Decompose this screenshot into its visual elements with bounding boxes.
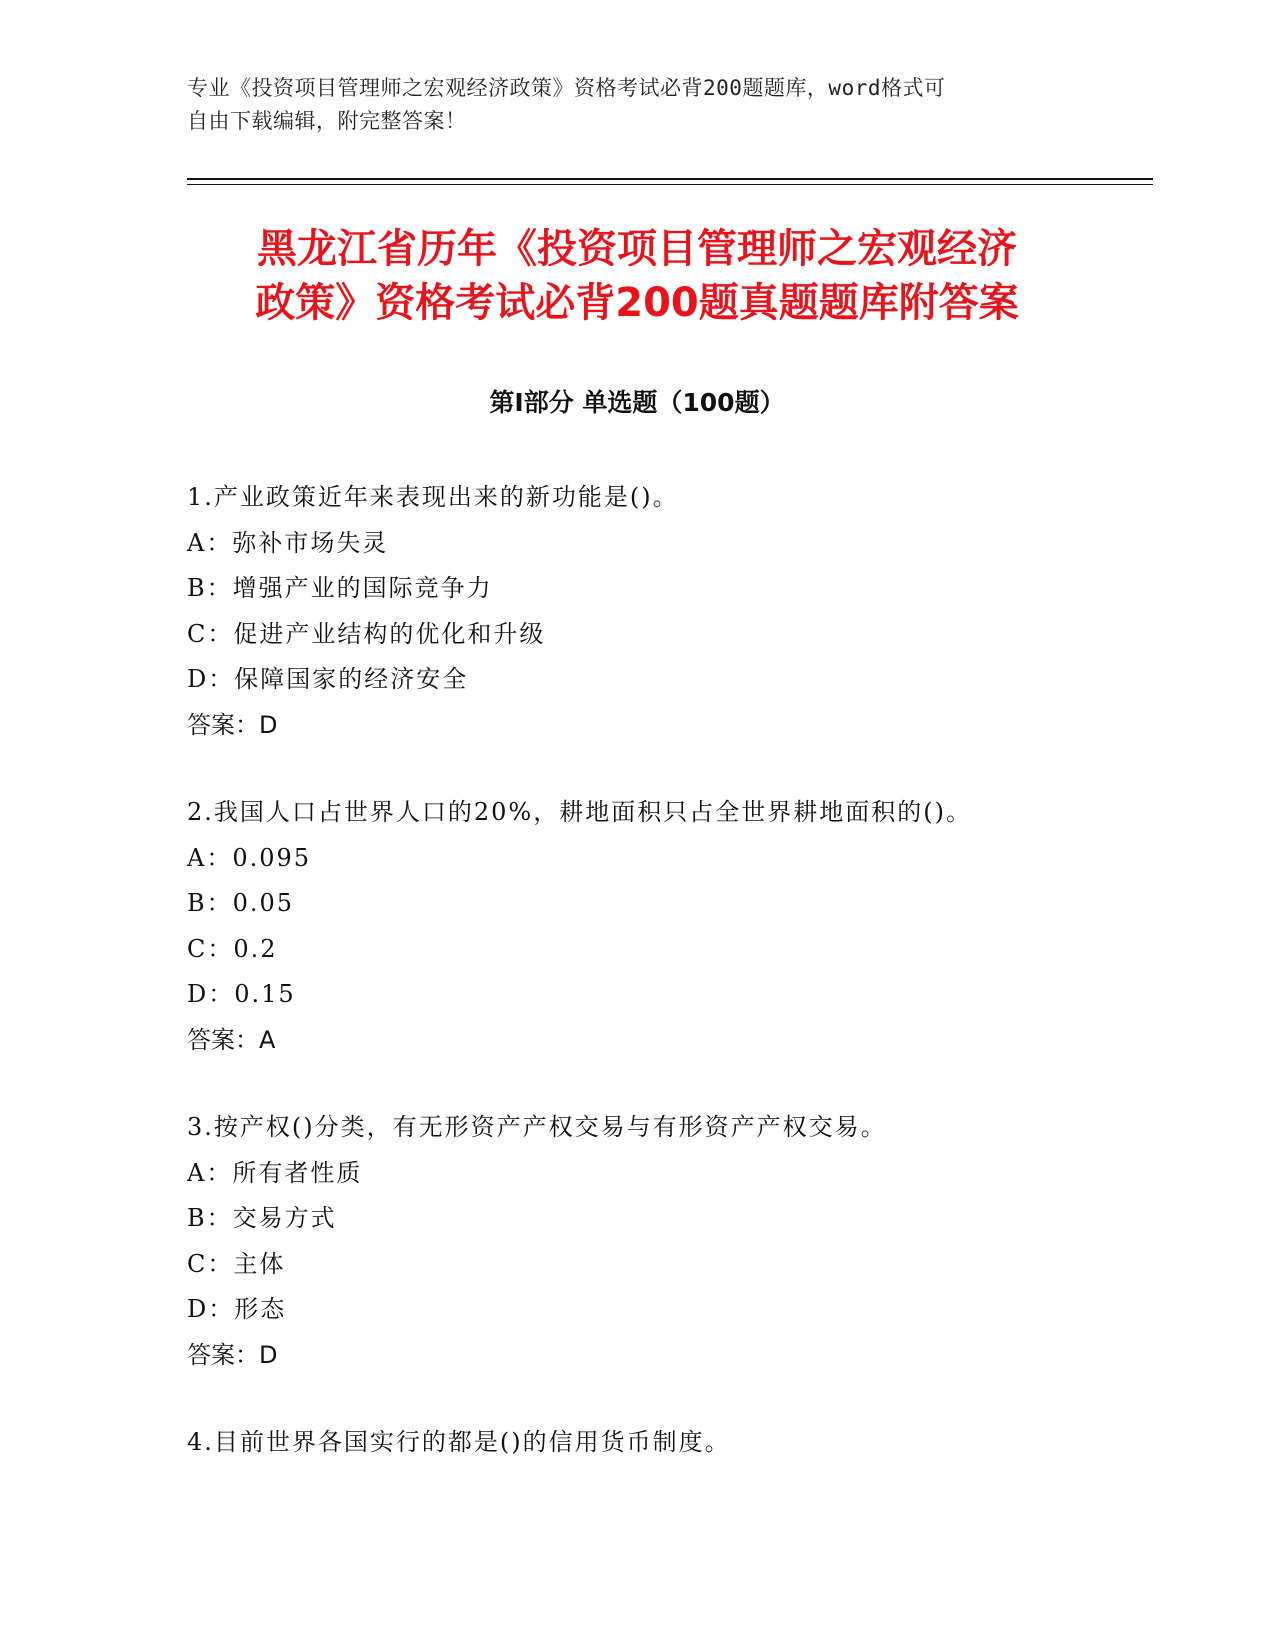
question-stem: 1.产业政策近年来表现出来的新功能是()。 <box>187 483 679 511</box>
question-stem: 4.目前世界各国实行的都是()的信用货币制度。 <box>187 1428 731 1456</box>
header-note-line-1: 专业《投资项目管理师之宏观经济政策》资格考试必背200题题库，word格式可 <box>187 76 946 100</box>
option-c: C：促进产业结构的优化和升级 <box>187 619 546 648</box>
question-4 <box>187 1420 1153 1466</box>
question-3 <box>187 1105 1153 1378</box>
document-title <box>187 222 1087 330</box>
option-a: A：0.095 <box>187 843 312 872</box>
question-stem: 3.按产权()分类，有无形资产产权交易与有形资产产权交易。 <box>187 1113 887 1141</box>
answer: 答案：D <box>187 710 278 739</box>
option-b: B：0.05 <box>187 889 295 917</box>
option-c: C：0.2 <box>187 934 278 963</box>
header-rule-thick <box>187 178 1153 180</box>
section-heading: 第Ⅰ部分 单选题（100题） <box>489 388 785 417</box>
question-stem: 2.我国人口占世界人口的20%，耕地面积只占全世界耕地面积的()。 <box>187 798 972 826</box>
option-b: B：交易方式 <box>187 1204 337 1232</box>
question-1 <box>187 475 1153 748</box>
header-note-line-2: 自由下载编辑，附完整答案！ <box>187 109 467 133</box>
option-c: C：主体 <box>187 1249 286 1278</box>
question-2 <box>187 790 1153 1063</box>
option-b: B：增强产业的国际竞争力 <box>187 574 493 602</box>
option-d: D：0.15 <box>187 980 296 1008</box>
document-title-line-1: 黑龙江省历年《投资项目管理师之宏观经济 <box>257 226 1017 272</box>
answer: 答案：A <box>187 1025 276 1054</box>
header-rule-thin <box>187 184 1153 185</box>
document-title-line-2: 政策》资格考试必背200题真题题库附答案 <box>255 280 1019 326</box>
option-d: D：形态 <box>187 1295 287 1323</box>
header-note <box>187 72 1067 138</box>
question-list <box>187 475 1153 1508</box>
option-a: A：弥补市场失灵 <box>187 528 389 557</box>
option-d: D：保障国家的经济安全 <box>187 665 469 693</box>
option-a: A：所有者性质 <box>187 1158 363 1187</box>
answer: 答案：D <box>187 1340 278 1369</box>
